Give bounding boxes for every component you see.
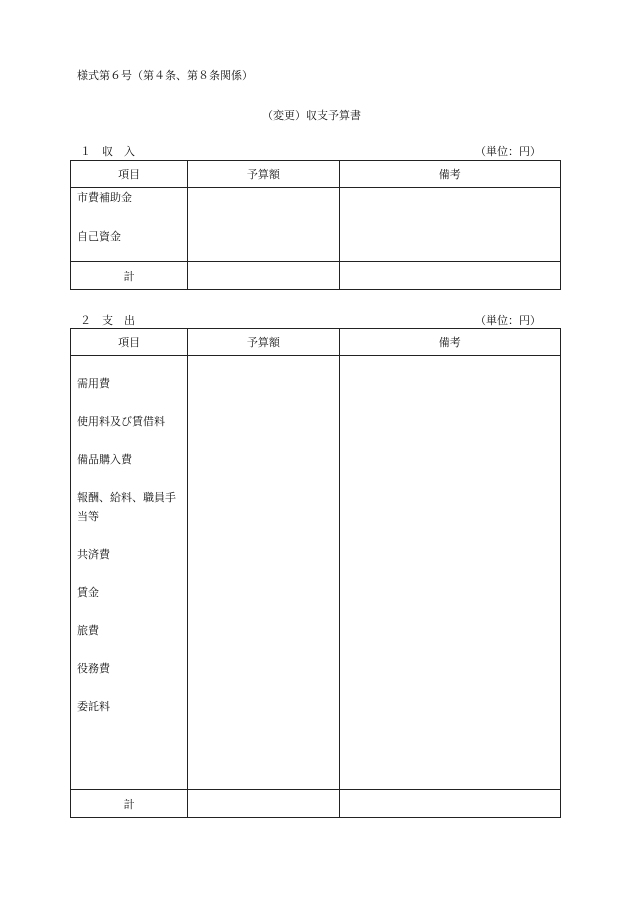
- document-title: （変更）収支予算書: [262, 109, 361, 122]
- income-table: [70, 160, 561, 290]
- expense-body-row: [71, 356, 561, 790]
- income-col-remarks: 備考: [339, 161, 560, 188]
- expense-heading: ２ 支 出: [80, 314, 135, 327]
- expense-item: 委託料: [77, 700, 110, 713]
- income-header-row: [71, 161, 561, 188]
- expense-remarks-cell[interactable]: [339, 356, 560, 790]
- income-total-budget[interactable]: [188, 262, 339, 290]
- expense-item: 報酬、給料、職員手: [77, 491, 176, 504]
- expense-total-label: 計: [71, 790, 188, 818]
- expense-item: 旅費: [77, 624, 99, 637]
- expense-item: 役務費: [77, 662, 110, 675]
- income-budget-cell[interactable]: [188, 188, 339, 262]
- income-total-label: 計: [71, 262, 188, 290]
- expense-budget-cell[interactable]: [188, 356, 339, 790]
- expense-items-cell: [71, 356, 188, 790]
- income-body-row: [71, 188, 561, 262]
- expense-item-continued: 当等: [77, 510, 99, 523]
- income-remarks-cell[interactable]: [339, 188, 560, 262]
- income-item: 自己資金: [77, 230, 121, 243]
- form-number: 様式第６号（第４条、第８条関係）: [77, 69, 253, 82]
- income-col-budget: 予算額: [188, 161, 339, 188]
- income-items-cell: [71, 188, 188, 262]
- expense-item: 賃金: [77, 586, 99, 599]
- income-unit: （単位：円）: [475, 145, 541, 158]
- expense-item: 備品購入費: [77, 453, 132, 466]
- expense-item: 需用費: [77, 377, 110, 390]
- expense-total-row: [71, 790, 561, 818]
- expense-unit: （単位：円）: [475, 314, 541, 327]
- expense-col-item: 項目: [71, 329, 188, 356]
- income-total-remarks[interactable]: [339, 262, 560, 290]
- expense-total-remarks[interactable]: [339, 790, 560, 818]
- income-heading: １ 収 入: [80, 145, 135, 158]
- expense-total-budget[interactable]: [188, 790, 339, 818]
- income-col-item: 項目: [71, 161, 188, 188]
- expense-header-row: [71, 329, 561, 356]
- expense-item: 共済費: [77, 548, 110, 561]
- expense-item: 使用料及び賃借料: [77, 415, 165, 428]
- expense-col-budget: 予算額: [188, 329, 339, 356]
- expense-col-remarks: 備考: [339, 329, 560, 356]
- income-total-row: [71, 262, 561, 290]
- income-item: 市費補助金: [77, 191, 132, 204]
- expense-table: [70, 328, 561, 818]
